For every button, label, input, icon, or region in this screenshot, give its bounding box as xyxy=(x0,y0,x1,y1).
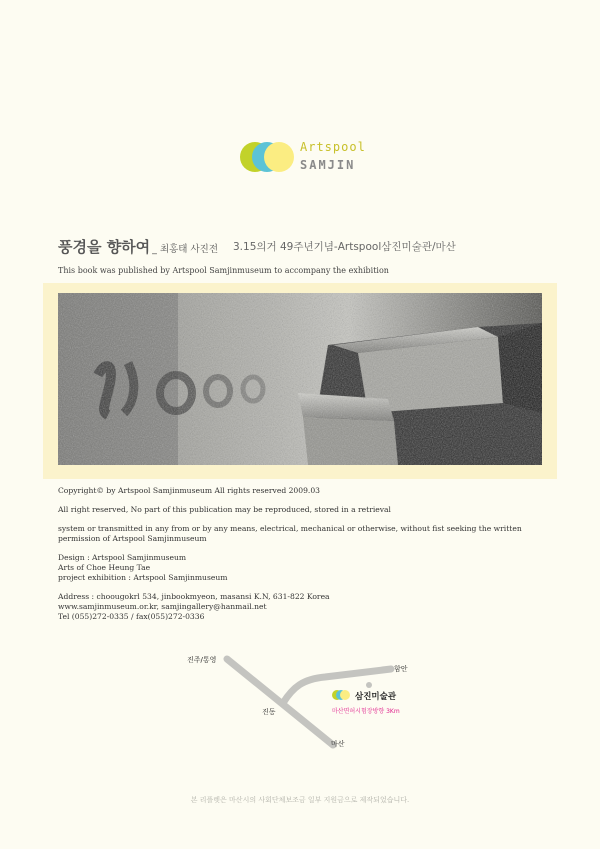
map-direction-note: 마산면허시험장방향 3Km xyxy=(332,708,400,715)
sponsor-footer: 본 리플렛은 마산시의 사회단체보조금 일부 지원금으로 제작되었습니다. xyxy=(190,796,410,804)
rights-line-2: system or transmitted in any from or by any means, electrical, mechanical or otherwise, without fist seeking the written permission of Artspool Samjinmuseum xyxy=(58,524,522,543)
web-email-line: www.samjinmuseum.or.kr, samjingallery@hanmail.net xyxy=(58,602,267,611)
credits-block xyxy=(58,486,544,622)
exhibition-heading xyxy=(58,236,558,262)
logo-text-samjin: SAMJIN xyxy=(300,158,356,172)
rights-line-1: All right reserved, No part of this publication may be reproduced, stored in a retrieval xyxy=(58,505,391,514)
photo-frame xyxy=(43,283,557,479)
publication-note: This book was published by Artspool Samjinmuseum to accompany the exhibition xyxy=(58,266,389,275)
map-museum-logo xyxy=(332,690,354,700)
location-map xyxy=(187,645,435,755)
exhibition-subtitle: _ 최홍태 사진전 xyxy=(152,244,219,255)
logo-circles xyxy=(240,142,300,176)
address-line: Address : choougokrl 534, jinbookmyeon, masansi K.N, 631-822 Korea xyxy=(58,592,330,601)
map-label-haman: 함안 xyxy=(394,665,408,673)
map-label-jindong: 진동 xyxy=(262,708,276,716)
map-label-jinju: 진주/통영 xyxy=(187,656,217,664)
design-credit: Design : Artspool Samjinmuseum xyxy=(58,553,187,562)
map-museum-name: 삼진미술관 xyxy=(355,692,397,702)
stone-steps-photo xyxy=(58,293,542,465)
exhibition-title: 풍경을 향하여 xyxy=(58,238,151,256)
tel-fax-line: Tel (055)272-0335 / fax(055)272-0336 xyxy=(58,612,205,621)
artspool-samjin-logo xyxy=(240,138,380,180)
artist-credit: Arts of Choe Heung Tae xyxy=(58,563,151,572)
map-label-masan: 마산 xyxy=(331,740,345,748)
exhibition-event: 3.15의거 49주년기념-Artspool삼진미술관/마산 xyxy=(233,241,456,253)
logo-text-artspool: Artspool xyxy=(300,140,366,154)
museum-marker xyxy=(366,682,372,688)
copyright-line: Copyright© by Artspool Samjinmuseum All rights reserved 2009.03 xyxy=(58,486,321,495)
project-credit: project exhibition : Artspool Samjinmuseum xyxy=(58,573,228,582)
